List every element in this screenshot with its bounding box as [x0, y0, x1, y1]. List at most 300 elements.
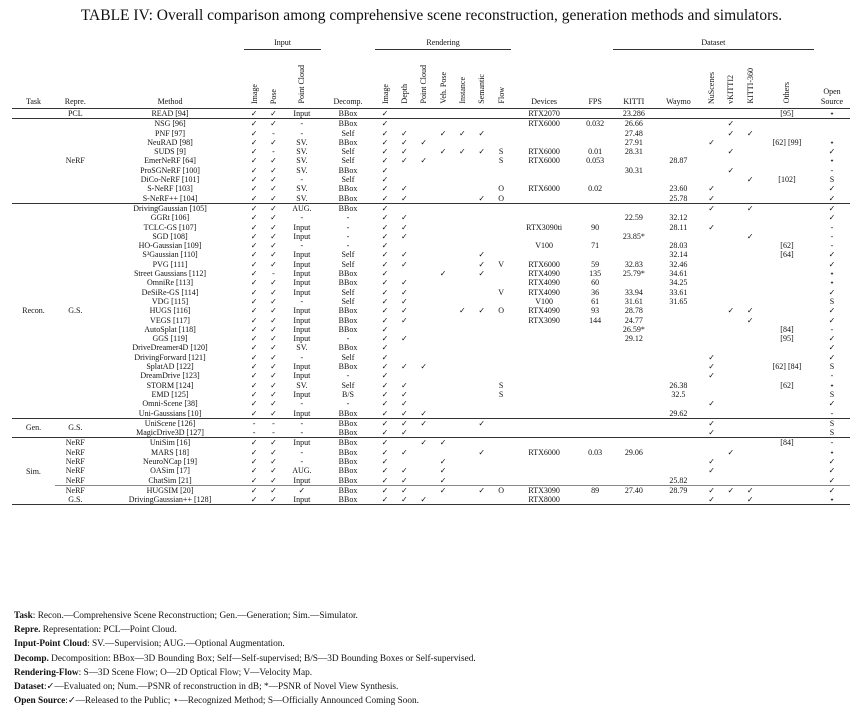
column-header: [283, 50, 321, 109]
table-row: [12, 184, 850, 193]
table-cell: [472, 203, 491, 213]
table-cell: [511, 343, 578, 352]
table-cell: 29.06: [624, 447, 643, 457]
note-key: Rendering-Flow: [14, 667, 79, 678]
table-cell: ✓: [381, 128, 389, 138]
table-cell: [702, 232, 721, 241]
table-cell: ✓: [746, 495, 754, 505]
table-cell: [741, 297, 760, 306]
column-header: Method: [96, 50, 245, 109]
table-cell: [414, 223, 433, 232]
table-cell: ✓: [381, 447, 389, 457]
table-cell: [511, 175, 578, 184]
table-cell: ✓: [828, 399, 836, 409]
table-cell: [741, 466, 760, 475]
method-cell: DrivingGaussian [105]: [96, 203, 245, 213]
table-row: [12, 448, 850, 457]
table-cell: [814, 129, 850, 138]
table-cell: 23.85*: [622, 231, 645, 241]
table-cell: RTX3090ti: [526, 222, 563, 232]
table-cell: [453, 166, 472, 175]
table-cell: 23.286: [613, 109, 655, 119]
table-cell: ✓: [741, 485, 760, 495]
table-cell: [613, 390, 655, 399]
table-cell: [721, 353, 740, 362]
table-cell: BBox: [338, 495, 358, 505]
table-cell: ✓: [244, 119, 263, 129]
table-cell: [578, 353, 613, 362]
table-cell: [721, 297, 740, 306]
table-cell: [721, 241, 740, 250]
table-cell: [578, 399, 613, 408]
table-cell: ✓: [381, 250, 389, 260]
table-cell: [491, 448, 510, 457]
method-cell: DrivingGaussian++ [128]: [128, 495, 212, 505]
table-cell: [511, 353, 578, 362]
column-header-label: Image: [380, 83, 390, 104]
table-row: [12, 485, 850, 495]
table-cell: 0.03: [588, 447, 603, 457]
table-cell: [702, 325, 721, 334]
table-cell: Input: [293, 222, 311, 232]
table-cell: [721, 109, 740, 119]
table-cell: ⋆: [829, 137, 835, 147]
table-cell: [578, 175, 613, 184]
table-cell: [702, 156, 721, 165]
table-cell: ✓: [250, 380, 258, 390]
table-cell: [760, 119, 814, 129]
table-cell: ✓: [727, 128, 735, 138]
table-cell: [511, 381, 578, 390]
method-cell: DeSiRe-GS [114]: [141, 287, 199, 297]
table-cell: [472, 399, 491, 408]
table-cell: 32.12: [669, 213, 688, 223]
table-row: [12, 418, 850, 428]
table-cell: O: [498, 184, 504, 194]
table-cell: O: [491, 485, 510, 495]
table-cell: [453, 362, 472, 371]
table-cell: ✓: [250, 156, 258, 166]
table-cell: ✓: [375, 109, 394, 119]
note-line: [14, 609, 476, 623]
table-cell: [655, 109, 702, 119]
table-cell: [760, 223, 814, 232]
table-cell: [721, 381, 740, 390]
table-cell: [702, 334, 721, 343]
table-cell: [655, 371, 702, 380]
table-cell: -: [300, 456, 304, 466]
table-cell: [702, 306, 721, 315]
table-cell: [453, 297, 472, 306]
table-cell: SV.: [296, 193, 308, 203]
table-cell: [613, 428, 655, 438]
table-cell: -: [830, 165, 834, 175]
table-cell: -: [346, 213, 350, 223]
table-cell: ✓: [420, 362, 428, 372]
method-cell: DrivingForward [121]: [134, 352, 206, 362]
table-cell: [655, 418, 702, 428]
table-cell: [741, 381, 760, 390]
table-cell: [433, 250, 452, 259]
table-cell: ✓: [270, 278, 277, 288]
table-cell: ✓: [250, 278, 258, 288]
table-cell: -: [346, 334, 350, 344]
table-cell: [511, 409, 578, 419]
table-cell: [433, 343, 452, 352]
table-cell: Input: [293, 389, 311, 399]
table-cell: ✓: [250, 165, 258, 175]
table-cell: [613, 203, 655, 213]
table-cell: ✓: [270, 447, 277, 457]
table-cell: [472, 166, 491, 175]
table-cell: BBox: [338, 137, 358, 147]
table-cell: -: [272, 428, 275, 438]
table-cell: 32.46: [669, 259, 688, 269]
table-cell: [453, 457, 472, 466]
note-line: [14, 666, 476, 680]
table-cell: RTX6000: [511, 119, 578, 129]
table-cell: ✓: [381, 193, 389, 203]
table-cell: BBox: [338, 466, 358, 476]
table-cell: [433, 119, 452, 129]
table-cell: [395, 353, 414, 362]
table-cell: [721, 260, 740, 269]
table-cell: [395, 343, 414, 352]
table-cell: ✓: [250, 315, 258, 325]
method-cell: NeuRAD [98]: [147, 137, 193, 147]
table-cell: [491, 241, 510, 250]
table-row: [12, 213, 850, 222]
table-cell: [472, 278, 491, 287]
table-cell: O: [498, 193, 504, 203]
table-cell: 31.61: [624, 296, 643, 306]
table-cell: ✓: [381, 495, 389, 505]
table-cell: [64]: [780, 250, 794, 260]
table-cell: Self: [341, 296, 355, 306]
table-row: [12, 129, 850, 138]
table-cell: [414, 288, 433, 297]
table-cell: [433, 362, 452, 371]
table-cell: 59: [591, 259, 600, 269]
column-header: [702, 50, 721, 109]
table-cell: [472, 109, 491, 119]
note-key: Open Source: [14, 696, 66, 707]
repre-cell: PCL: [55, 109, 96, 119]
table-cell: [702, 269, 721, 278]
table-cell: ✓: [401, 184, 408, 194]
table-cell: S: [829, 428, 835, 438]
table-cell: [760, 306, 814, 315]
table-cell: ✓: [381, 399, 389, 409]
table-cell: ✓: [459, 147, 466, 157]
table-cell: Input: [293, 306, 311, 316]
table-cell: BBox: [321, 119, 376, 129]
table-cell: [433, 109, 452, 119]
table-cell: [741, 260, 760, 269]
table-cell: ✓: [375, 203, 394, 213]
table-cell: 29.62: [669, 408, 688, 418]
table-cell: ✓: [244, 438, 263, 448]
table-cell: S: [829, 389, 835, 399]
table-cell: [491, 371, 510, 380]
table-cell: [433, 306, 452, 315]
table-cell: [472, 156, 491, 165]
table-cell: ✓: [401, 287, 408, 297]
table-cell: [62]: [780, 380, 794, 390]
column-header-label: Point Cloud: [419, 65, 429, 104]
table-cell: [472, 232, 491, 241]
table-cell: ✓: [401, 213, 408, 223]
table-cell: 28.79: [655, 485, 702, 495]
table-cell: [433, 223, 452, 232]
table-cell: [472, 353, 491, 362]
table-cell: [491, 428, 510, 438]
table-cell: [655, 306, 702, 315]
table-cell: -: [272, 128, 275, 138]
table-row: [12, 466, 850, 475]
table-cell: [655, 495, 702, 505]
table-cell: ✓: [727, 447, 735, 457]
table-cell: ✓: [381, 165, 389, 175]
table-cell: 61: [591, 296, 600, 306]
table-cell: [578, 203, 613, 213]
column-header-label: Depth: [399, 84, 409, 104]
table-cell: [760, 476, 814, 486]
table-cell: ✓: [381, 296, 389, 306]
table-cell: [613, 418, 655, 428]
method-cell: Uni-Gaussians [10]: [138, 408, 202, 418]
method-cell: S-NeRF [103]: [147, 184, 193, 194]
table-cell: BBox: [338, 408, 358, 418]
table-row: [12, 194, 850, 204]
table-cell: [453, 156, 472, 165]
table-cell: [511, 213, 578, 222]
table-cell: ✓: [814, 203, 850, 213]
table-cell: Self: [341, 128, 355, 138]
table-cell: [613, 476, 655, 486]
column-header-label: Image: [249, 83, 259, 104]
table-cell: [511, 418, 578, 428]
table-cell: [702, 278, 721, 287]
table-cell: [491, 362, 510, 371]
table-cell: [721, 399, 740, 408]
table-cell: [760, 288, 814, 297]
table-cell: 30.31: [624, 165, 643, 175]
column-header-label: Pose: [268, 88, 278, 104]
table-cell: ✓: [401, 193, 408, 203]
table-cell: [814, 119, 850, 129]
method-cell: Omni-Scene [38]: [142, 399, 198, 409]
method-cell: Street Gaussians [112]: [133, 269, 207, 279]
table-cell: [395, 457, 414, 466]
table-cell: ✓: [381, 324, 389, 334]
table-cell: RTX4090: [528, 306, 560, 316]
table-cell: [613, 223, 655, 232]
table-cell: [613, 495, 655, 505]
table-cell: [453, 381, 472, 390]
table-cell: ✓: [270, 306, 277, 316]
table-row: [12, 409, 850, 419]
table-cell: [414, 129, 433, 138]
column-header: [721, 50, 740, 109]
method-cell: VDG [115]: [151, 296, 189, 306]
table-cell: ✓: [250, 389, 258, 399]
table-cell: [414, 399, 433, 408]
table-cell: [511, 362, 578, 371]
table-cell: [414, 325, 433, 334]
table-cell: B/S: [341, 389, 354, 399]
table-cell: ✓: [401, 222, 408, 232]
table-cell: ✓: [270, 137, 277, 147]
table-cell: [760, 390, 814, 399]
table-cell: [453, 241, 472, 250]
table-cell: [702, 476, 721, 486]
repre-cell: NeRF: [65, 475, 85, 485]
table-cell: [453, 476, 472, 486]
method-cell: TCLC-GS [107]: [143, 222, 197, 232]
table-cell: [655, 129, 702, 138]
table-cell: [760, 166, 814, 175]
table-cell: [760, 203, 814, 213]
table-cell: [721, 325, 740, 334]
table-cell: Input: [293, 259, 311, 269]
table-cell: ✓: [264, 119, 283, 129]
table-row: [12, 175, 850, 184]
table-cell: -: [830, 222, 834, 232]
table-cell: ✓: [270, 250, 277, 260]
table-cell: BBox: [338, 306, 358, 316]
method-cell: ProSGNeRF [100]: [140, 165, 200, 175]
column-header: Task: [12, 50, 55, 109]
table-cell: ⋆: [829, 380, 835, 390]
table-cell: O: [498, 306, 504, 316]
table-cell: SV.: [296, 343, 308, 353]
table-cell: Input: [293, 315, 311, 325]
table-cell: ✓: [270, 475, 277, 485]
table-cell: ✓: [264, 203, 283, 213]
table-cell: [721, 343, 740, 352]
table-cell: S: [829, 296, 835, 306]
table-cell: ✓: [381, 241, 389, 251]
table-cell: ✓: [828, 259, 836, 269]
column-header: [375, 50, 394, 109]
table-cell: RTX6000: [528, 156, 560, 166]
table-cell: ✓: [702, 418, 721, 428]
table-cell: -: [300, 175, 304, 185]
table-cell: [511, 438, 578, 448]
table-cell: [721, 495, 740, 505]
table-cell: 25.79*: [622, 269, 645, 279]
table-cell: [578, 438, 613, 448]
table-cell: Self: [341, 259, 355, 269]
table-cell: [433, 175, 452, 184]
table-cell: SV.: [296, 147, 308, 157]
table-cell: [578, 166, 613, 175]
table-cell: ✓: [250, 408, 258, 418]
table-cell: [62]: [780, 241, 794, 251]
table-cell: [414, 194, 433, 204]
table-cell: [491, 109, 510, 119]
table-cell: [491, 119, 510, 129]
table-cell: [721, 457, 740, 466]
table-cell: ✓: [401, 447, 408, 457]
table-cell: ✓: [270, 222, 277, 232]
table-cell: [433, 288, 452, 297]
column-header-label: vKITTI2: [726, 74, 736, 104]
table-cell: [395, 166, 414, 175]
table-cell: ✓: [244, 109, 263, 119]
table-cell: [760, 129, 814, 138]
table-cell: ⋆: [829, 447, 835, 457]
table-cell: [721, 466, 740, 475]
table-cell: [491, 457, 510, 466]
note-text: : Recon.—Comprehensive Scene Reconstruction; Gen.—Generation; Sim.—Simulator.: [32, 611, 358, 621]
table-row: [12, 138, 850, 147]
table-cell: ✓: [746, 175, 754, 185]
table-cell: [702, 241, 721, 250]
table-cell: [433, 260, 452, 269]
table-cell: [655, 203, 702, 213]
table-cell: ✓: [395, 418, 414, 428]
table-cell: [578, 334, 613, 343]
table-cell: [655, 428, 702, 438]
table-cell: [472, 362, 491, 371]
table-cell: ✓: [250, 241, 258, 251]
table-cell: [655, 466, 702, 475]
table-cell: ✓: [381, 428, 389, 438]
table-cell: [453, 138, 472, 147]
table-cell: [414, 166, 433, 175]
table-cell: [741, 109, 760, 119]
table-cell: [472, 390, 491, 399]
table-cell: [414, 109, 433, 119]
table-cell: [414, 448, 433, 457]
table-cell: [578, 250, 613, 259]
table-cell: ✓: [401, 389, 408, 399]
table-cell: [613, 381, 655, 390]
table-cell: ✓: [264, 438, 283, 448]
table-cell: BBox: [338, 447, 358, 457]
table-cell: [395, 241, 414, 250]
table-cell: [741, 399, 760, 408]
table-cell: ✓: [250, 193, 258, 203]
table-cell: [741, 223, 760, 232]
table-cell: -: [346, 371, 350, 381]
table-cell: [453, 353, 472, 362]
table-cell: [702, 409, 721, 419]
table-cell: -: [283, 119, 321, 129]
table-cell: Self: [341, 147, 355, 157]
table-row: [12, 223, 850, 232]
table-cell: ✓: [381, 456, 389, 466]
table-cell: [578, 362, 613, 371]
table-cell: RTX6000: [528, 147, 560, 157]
method-cell: STORM [124]: [146, 380, 194, 390]
table-cell: ✓: [381, 278, 389, 288]
table-cell: ✓: [828, 334, 836, 344]
table-cell: 0.01: [588, 147, 603, 157]
table-cell: ✓: [250, 147, 258, 157]
table-cell: ✓: [459, 306, 466, 316]
table-cell: [578, 495, 613, 505]
table-cell: [491, 343, 510, 352]
table-cell: [414, 306, 433, 315]
table-cell: ✓: [250, 306, 258, 316]
table-cell: ✓: [381, 315, 389, 325]
table-cell: SV.: [296, 184, 308, 194]
method-cell: MagicDrive3D [127]: [136, 428, 204, 438]
table-cell: [702, 213, 721, 222]
